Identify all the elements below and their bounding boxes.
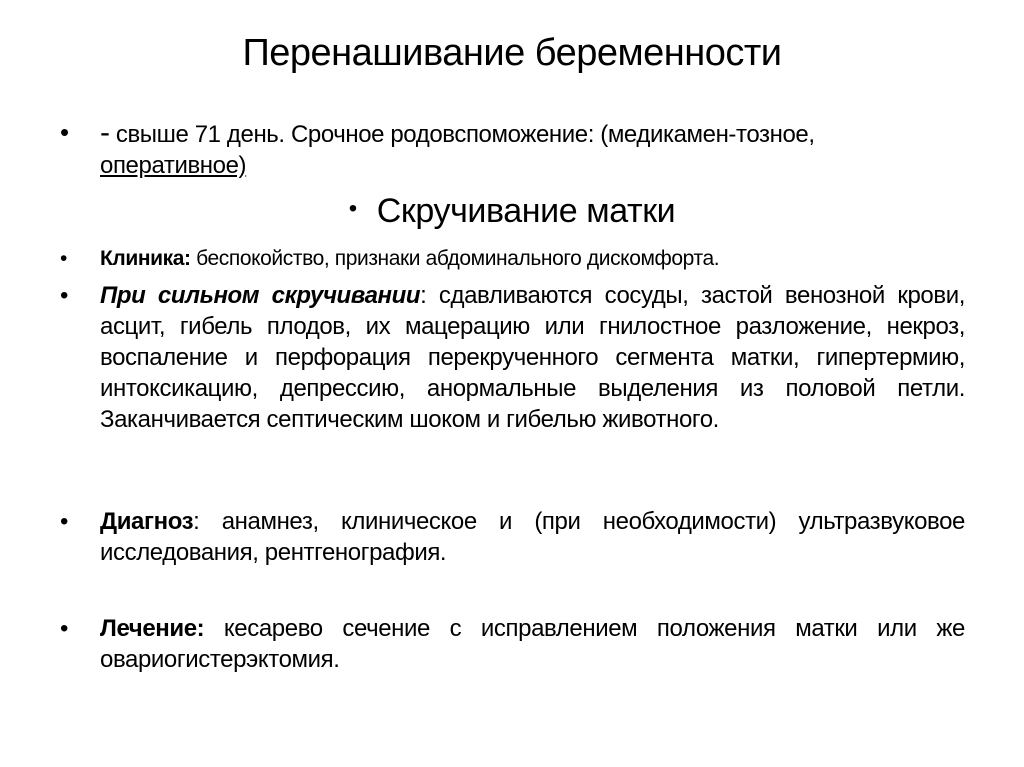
bullet-icon: •	[60, 117, 69, 147]
bullet-item-postterm	[60, 117, 900, 181]
clinic-text: беспокойство, признаки абдоминального дискомфорта.	[190, 247, 720, 270]
diagnosis-label: Диагноз	[100, 508, 194, 535]
bullet-icon: •	[60, 282, 69, 309]
bullet-item-treatment	[60, 613, 965, 675]
bullet-item-strong-torsion	[60, 280, 965, 435]
bullet-icon: •	[60, 247, 67, 270]
bullet-icon: •	[60, 508, 69, 535]
bullet-icon: •	[348, 195, 357, 222]
subheading-text: Скручивание матки	[376, 192, 676, 230]
treatment-text: кесарево сечение с исправлением положения матки или же овариогистерэктомия.	[100, 615, 965, 673]
treatment-label: Лечение:	[100, 615, 205, 642]
bullet-item-clinic	[60, 243, 965, 274]
postterm-underlined-text: оперативное)	[100, 152, 247, 179]
bullet-item-diagnosis	[60, 506, 965, 568]
slide-title: Перенашивание беременности	[242, 32, 782, 74]
dash-mark: -	[100, 116, 110, 149]
postterm-text: свыше 71 день. Срочное родовспоможение: (медикамен-тозное,	[109, 121, 815, 148]
strong-torsion-label: При сильном скручивании	[100, 282, 421, 309]
strong-torsion-text: : сдавливаются сосуды, застой венозной крови, асцит, гибель плодов, их мацерацию или гнилостное разложение, некроз, воспаление и перфорация перекрученного сегмента матки, гипертермию, интоксикацию, депрессию, анормальные выделения из половой петли. Заканчивается септическим шоком и гибелью животного.	[100, 282, 965, 433]
subheading-uterine-torsion	[0, 192, 1024, 231]
clinic-label: Клиника:	[100, 247, 191, 270]
bullet-icon: •	[60, 615, 69, 642]
diagnosis-text: : анамнез, клиническое и (при необходимости) ультразвуковое исследования, рентгенография.	[100, 508, 965, 566]
